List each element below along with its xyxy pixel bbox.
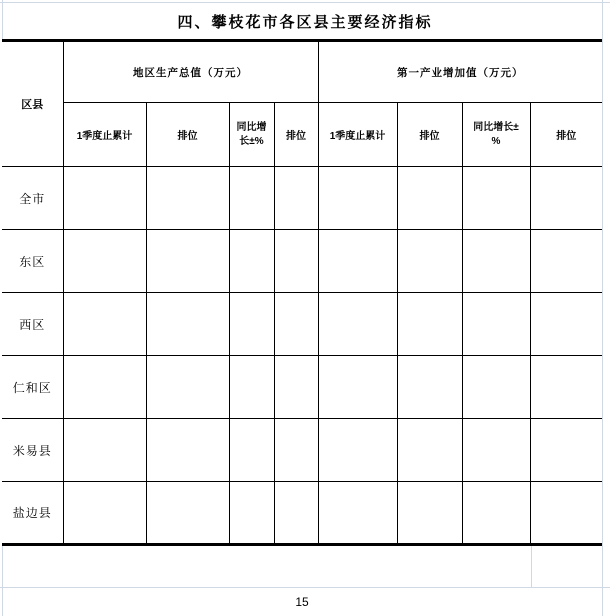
data-cell[interactable] <box>146 230 229 293</box>
column-header-gdp-growth <box>229 103 274 167</box>
data-cell[interactable] <box>530 356 602 419</box>
page-title: 四、攀枝花市各区县主要经济指标 <box>177 13 433 31</box>
data-cell[interactable] <box>229 356 274 419</box>
column-header-gdp-growth-label: 同比增长±% <box>236 122 267 147</box>
data-cell[interactable] <box>146 482 229 545</box>
column-header-gdp-growth-rank: 排位 <box>274 103 318 167</box>
data-cell[interactable] <box>530 482 602 545</box>
data-cell[interactable] <box>63 293 146 356</box>
data-cell[interactable] <box>229 230 274 293</box>
data-cell[interactable] <box>462 419 530 482</box>
table-row-citywide <box>2 167 602 230</box>
column-header-pi-growth <box>462 103 530 167</box>
data-cell[interactable] <box>318 293 397 356</box>
data-cell[interactable] <box>229 482 274 545</box>
data-cell[interactable] <box>397 167 462 230</box>
data-cell[interactable] <box>318 230 397 293</box>
data-cell[interactable] <box>530 167 602 230</box>
data-cell[interactable] <box>146 167 229 230</box>
data-cell[interactable] <box>318 482 397 545</box>
data-cell[interactable] <box>318 167 397 230</box>
gridline-vertical-right <box>602 0 603 616</box>
column-header-pi-cumulative: 1季度止累计 <box>318 103 397 167</box>
page-number: 15 <box>295 595 309 609</box>
table-row-yanbian-county <box>2 482 602 545</box>
column-group-gdp: 地区生产总值（万元） <box>63 41 318 103</box>
data-cell[interactable] <box>397 419 462 482</box>
table-row-west-district <box>2 293 602 356</box>
data-cell[interactable] <box>229 419 274 482</box>
data-cell[interactable] <box>274 293 318 356</box>
data-cell[interactable] <box>397 293 462 356</box>
data-cell[interactable] <box>274 419 318 482</box>
row-label: 东区 <box>2 230 63 293</box>
column-header-pi-growth-label: 同比增长±% <box>473 122 519 147</box>
column-header-gdp-cumulative: 1季度止累计 <box>63 103 146 167</box>
data-cell[interactable] <box>63 482 146 545</box>
data-cell[interactable] <box>318 419 397 482</box>
data-cell[interactable] <box>146 419 229 482</box>
data-cell[interactable] <box>274 230 318 293</box>
row-label: 全市 <box>2 167 63 230</box>
column-header-pi-growth-rank: 排位 <box>530 103 602 167</box>
column-header-region: 区县 <box>2 41 63 167</box>
data-cell[interactable] <box>63 419 146 482</box>
gridline-vertical-below-table <box>531 546 532 588</box>
data-cell[interactable] <box>63 356 146 419</box>
data-cell[interactable] <box>397 230 462 293</box>
data-cell[interactable] <box>462 293 530 356</box>
row-label: 仁和区 <box>2 356 63 419</box>
data-cell[interactable] <box>530 293 602 356</box>
data-cell[interactable] <box>274 356 318 419</box>
row-label: 西区 <box>2 293 63 356</box>
data-cell[interactable] <box>63 230 146 293</box>
row-label: 米易县 <box>2 419 63 482</box>
data-cell[interactable] <box>462 356 530 419</box>
data-cell[interactable] <box>318 356 397 419</box>
column-header-pi-rank: 排位 <box>397 103 462 167</box>
data-cell[interactable] <box>462 482 530 545</box>
table-row-renhe-district <box>2 356 602 419</box>
data-cell[interactable] <box>229 167 274 230</box>
data-cell[interactable] <box>530 230 602 293</box>
data-cell[interactable] <box>274 482 318 545</box>
data-cell[interactable] <box>530 419 602 482</box>
data-cell[interactable] <box>146 356 229 419</box>
data-cell[interactable] <box>63 167 146 230</box>
row-label: 盐边县 <box>2 482 63 545</box>
table-row-east-district <box>2 230 602 293</box>
data-cell[interactable] <box>274 167 318 230</box>
data-cell[interactable] <box>397 356 462 419</box>
data-cell[interactable] <box>146 293 229 356</box>
column-group-primary-industry: 第一产业增加值（万元） <box>318 41 602 103</box>
data-cell[interactable] <box>462 167 530 230</box>
table-row-miyi-county <box>2 419 602 482</box>
data-cell[interactable] <box>397 482 462 545</box>
data-cell[interactable] <box>229 293 274 356</box>
column-header-gdp-rank: 排位 <box>146 103 229 167</box>
economic-indicators-table <box>2 39 602 546</box>
data-cell[interactable] <box>462 230 530 293</box>
